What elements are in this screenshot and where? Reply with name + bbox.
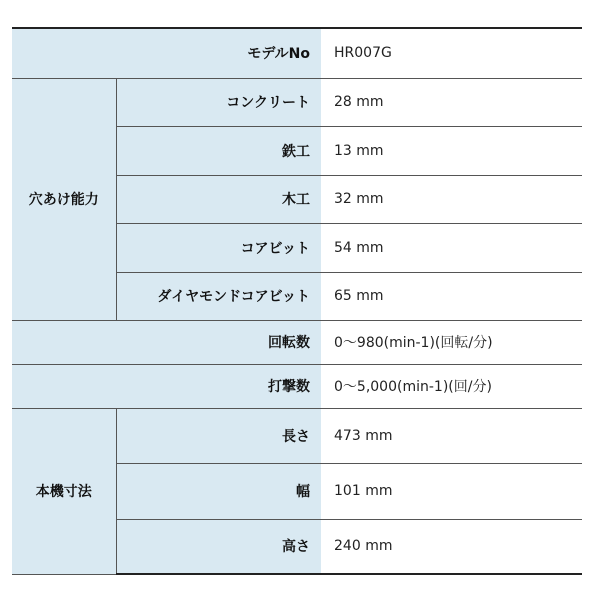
drilling-group-label: 穴あけ能力 — [12, 78, 116, 320]
table-row — [12, 78, 582, 126]
dimensions-group-label: 本機寸法 — [12, 408, 116, 574]
dimensions-length-label: 長さ — [116, 408, 321, 463]
table-row — [12, 28, 582, 78]
drilling-steel-value: 13 mm — [321, 126, 582, 175]
rotation-value: 0～980(min-1)(回転/分) — [321, 320, 582, 364]
drilling-wood-value: 32 mm — [321, 175, 582, 223]
dimensions-width-label: 幅 — [116, 463, 321, 519]
dimensions-length-value: 473 mm — [321, 408, 582, 463]
model-label: モデルNo — [12, 28, 321, 78]
impact-value: 0～5,000(min-1)(回/分) — [321, 364, 582, 408]
drilling-core-bit-value: 54 mm — [321, 223, 582, 272]
dimensions-height-value: 240 mm — [321, 519, 582, 574]
drilling-core-bit-label: コアビット — [116, 223, 321, 272]
table-row — [12, 320, 582, 364]
dimensions-width-value: 101 mm — [321, 463, 582, 519]
drilling-concrete-label: コンクリート — [116, 78, 321, 126]
drilling-steel-label: 鉄工 — [116, 126, 321, 175]
model-value: HR007G — [321, 28, 582, 78]
impact-label: 打撃数 — [12, 364, 321, 408]
drilling-diamond-core-bit-label: ダイヤモンドコアビット — [116, 272, 321, 320]
rotation-label: 回転数 — [12, 320, 321, 364]
drilling-wood-label: 木工 — [116, 175, 321, 223]
dimensions-height-label: 高さ — [116, 519, 321, 574]
table-row — [12, 408, 582, 463]
drilling-diamond-core-bit-value: 65 mm — [321, 272, 582, 320]
drilling-concrete-value: 28 mm — [321, 78, 582, 126]
table-row — [12, 364, 582, 408]
spec-table — [12, 27, 582, 575]
